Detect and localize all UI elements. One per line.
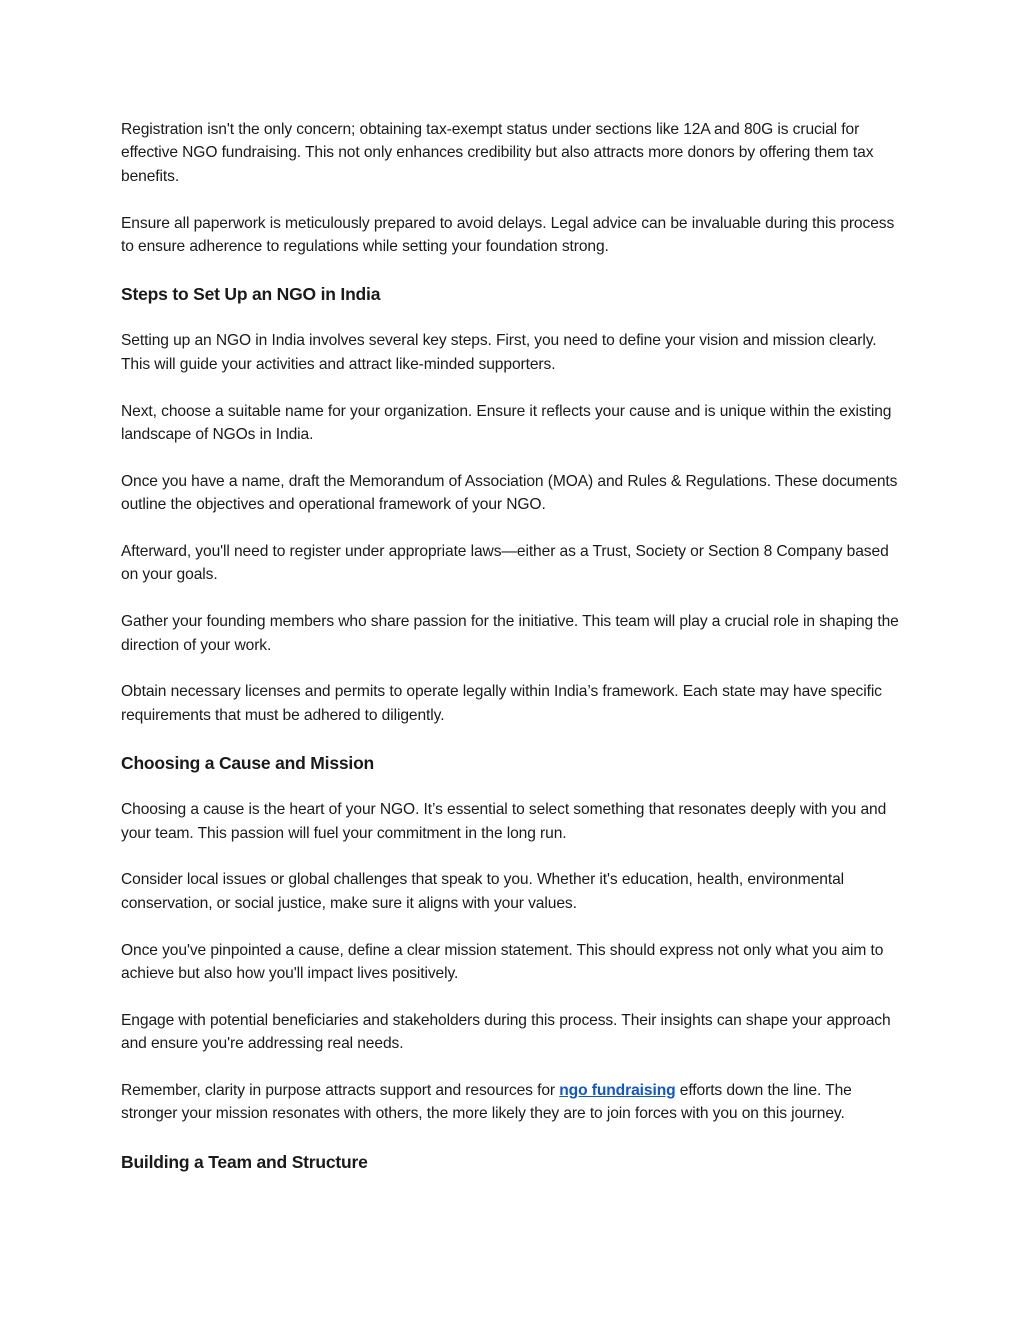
document-body [121, 118, 907, 1197]
cause-heading: Choosing a Cause and Mission [121, 753, 375, 774]
cause-paragraph-clarity [121, 1079, 907, 1126]
steps-paragraph-vision: Setting up an NGO in India involves several key steps. First, you need to define your vision and mission clearly. This will guide your activities and attract like-minded supporters. [121, 332, 877, 373]
cause-paragraph-stakeholders: Engage with potential beneficiaries and stakeholders during this process. Their insights can shape your approach and ensure you're addressing real needs. [121, 1011, 891, 1053]
steps-paragraph-licenses: Obtain necessary licenses and permits to operate legally within India’s framework. Each state may have specific requirements that must be adhered to diligently. [121, 683, 882, 724]
intro-paragraph-tax-exempt: Registration isn't the only concern; obtaining tax-exempt status under sections like 12A and 80G is crucial for effective NGO fundraising. This not only enhances credibility but also attracts more donors by offering them tax benefits. [121, 121, 874, 185]
steps-paragraph-members: Gather your founding members who share passion for the initiative. This team will play a crucial role in shaping the direction of your work. [121, 613, 899, 654]
clarity-text-after: efforts down the line. The stronger your mission resonates with others, the more likely they are to join forces with you on this journey. [121, 1082, 852, 1123]
steps-paragraph-name: Next, choose a suitable name for your organization. Ensure it reflects your cause and is unique within the existing landscape of NGOs in India. [121, 402, 892, 444]
steps-paragraph-register: Afterward, you'll need to register under appropriate laws—either as a Trust, Society or Section 8 Company based on your goals. [121, 543, 889, 584]
cause-paragraph-heart: Choosing a cause is the heart of your NGO. It’s essential to select something that resonates deeply with you and your team. This passion will fuel your commitment in the long run. [121, 801, 887, 842]
intro-paragraph-paperwork: Ensure all paperwork is meticulously prepared to avoid delays. Legal advice can be invaluable during this process to ensure adherence to regulations while setting your foundation strong. [121, 214, 895, 256]
ngo-fundraising-link[interactable]: ngo fundraising [559, 1082, 676, 1100]
cause-paragraph-mission-statement: Once you've pinpointed a cause, define a clear mission statement. This should express not only what you aim to achieve but also how you'll impact lives positively. [121, 941, 884, 983]
steps-heading: Steps to Set Up an NGO in India [121, 284, 381, 305]
team-heading: Building a Team and Structure [121, 1151, 368, 1172]
clarity-text-before: Remember, clarity in purpose attracts support and resources for [121, 1082, 560, 1100]
steps-paragraph-moa: Once you have a name, draft the Memorandum of Association (MOA) and Rules & Regulations. These documents outline the objectives and operational framework of your NGO. [121, 472, 898, 514]
cause-paragraph-issues: Consider local issues or global challenges that speak to you. Whether it's education, health, environmental conservation, or social justice, make sure it aligns with your values. [121, 871, 845, 912]
